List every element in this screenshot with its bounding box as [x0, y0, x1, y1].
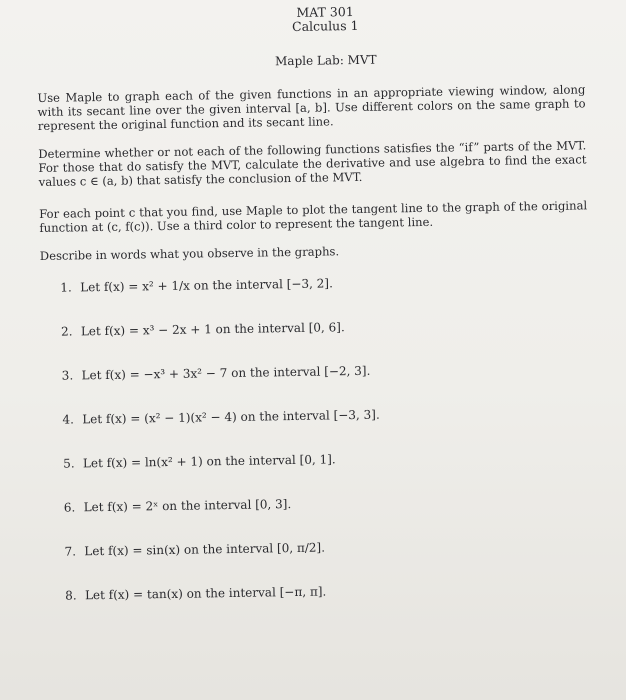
- problem-number: 5.: [63, 456, 75, 471]
- instruction-paragraph-2: Determine whether or not each of the following functions satisfies the “if” parts of the MVT. For those that do satisfy the MVT, calculate the derivative and use algebra to find the exact values c ∈ (a, b) that satisfy the conclusion of the MVT.: [38, 138, 587, 189]
- problem-number: 7.: [64, 544, 77, 559]
- problem-number: 1.: [60, 280, 72, 295]
- problem-number: 3.: [61, 368, 74, 383]
- problem-number: 8.: [65, 588, 77, 603]
- problem-number: 2.: [60, 324, 73, 339]
- problem-item: [61, 317, 589, 339]
- course-code: MAT 301: [296, 4, 354, 20]
- problem-item: [63, 449, 591, 471]
- problem-text: Let f(x) = 2ˣ on the interval [0, 3].: [83, 497, 292, 515]
- problem-text: Let f(x) = tan(x) on the interval [−π, π].: [84, 584, 327, 603]
- problem-item: [62, 405, 590, 427]
- problem-number: 4.: [62, 412, 75, 427]
- problem-list: [40, 273, 593, 604]
- problem-item: [65, 580, 593, 602]
- problem-text: Let f(x) = (x² − 1)(x² − 4) on the interval [−3, 3].: [82, 407, 380, 427]
- instruction-paragraph-3: For each point c that you find, use Maple to plot the tangent line to the graph of the original function at (c, f(c)). Use a third color to represent the tangent line.: [39, 198, 588, 235]
- worksheet-page: [36, 1, 593, 603]
- problem-item: [64, 493, 592, 515]
- problem-text: Let f(x) = x³ − 2x + 1 on the interval [0, 6].: [80, 320, 345, 339]
- lab-title: Maple Lab: MVT: [274, 52, 377, 69]
- instruction-paragraph-1: Use Maple to graph each of the given functions in an appropriate viewing window, along with its secant line over the given interval [a, b]. Use different colors on the same graph to represent the original function and its secant line.: [37, 82, 586, 133]
- document-header: [36, 1, 584, 38]
- problem-item: [64, 536, 592, 558]
- problem-text: Let f(x) = ln(x² + 1) on the interval [0, 1].: [82, 452, 336, 471]
- problem-number: 6.: [63, 500, 76, 515]
- problem-text: Let f(x) = sin(x) on the interval [0, π/2].: [84, 540, 326, 559]
- problem-text: Let f(x) = −x³ + 3x² − 7 on the interval [−2, 3].: [81, 363, 371, 383]
- problem-item: [62, 361, 590, 383]
- problem-item: [60, 273, 588, 295]
- course-title: Calculus 1: [291, 17, 359, 34]
- instruction-paragraph-4: Describe in words what you observe in the graphs.: [39, 244, 340, 264]
- problem-text: Let f(x) = x² + 1/x on the interval [−3, 2].: [80, 276, 333, 295]
